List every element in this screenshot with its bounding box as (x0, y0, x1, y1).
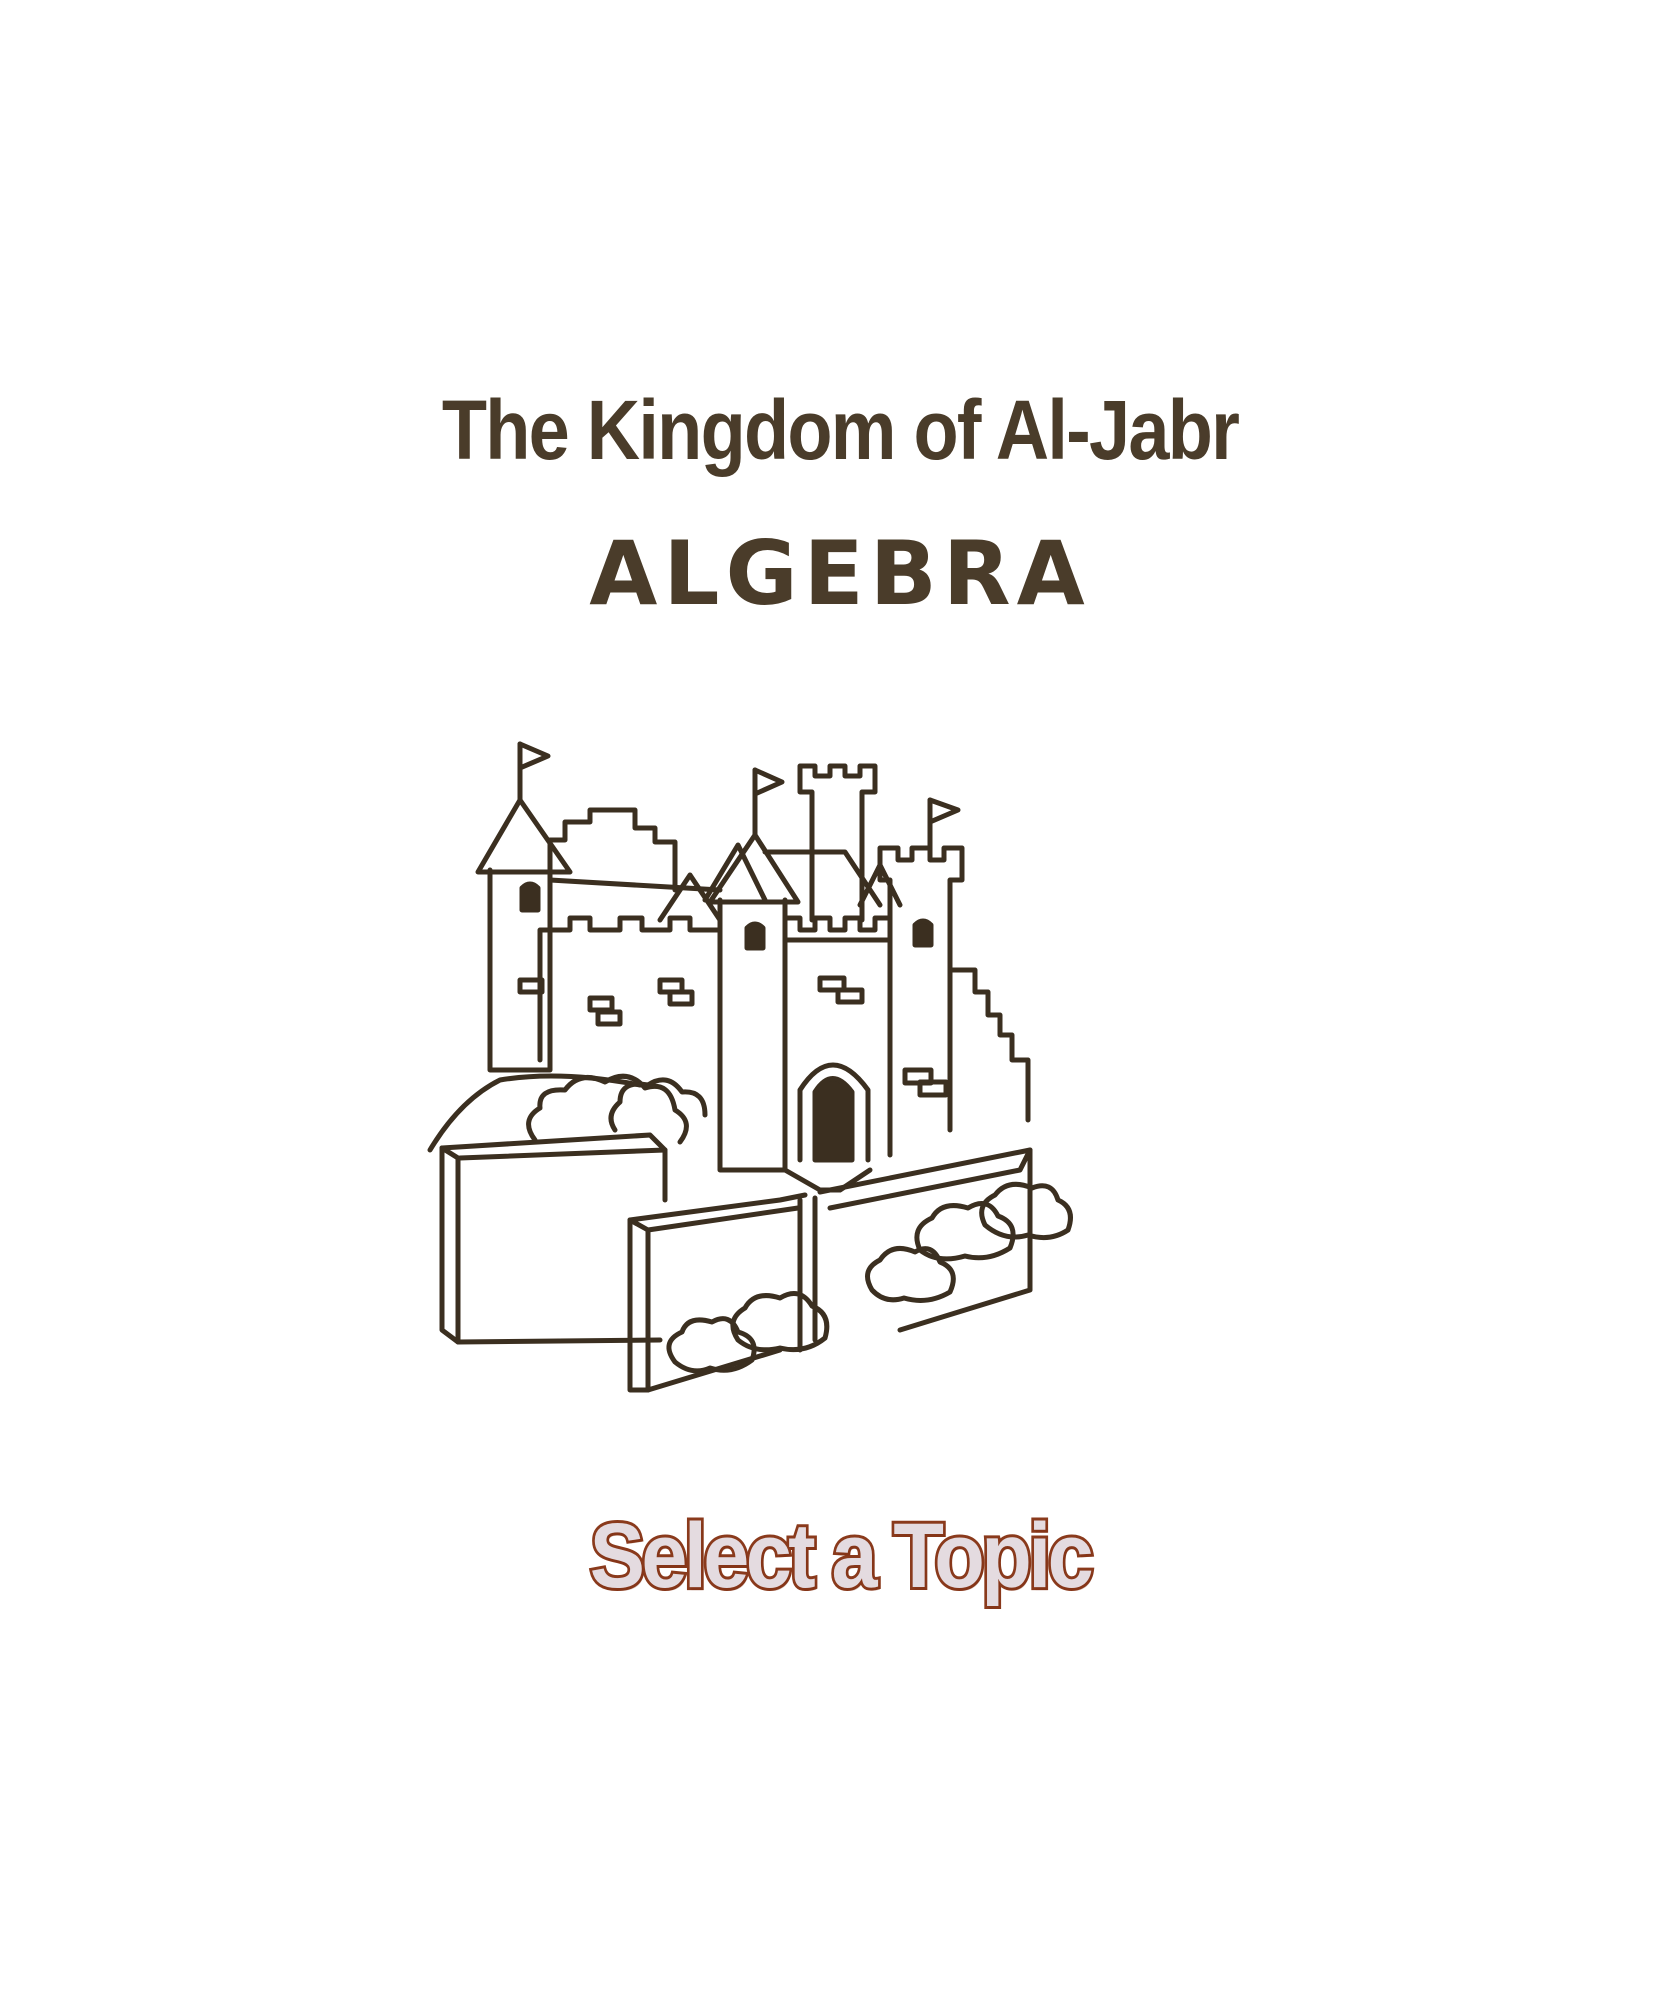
front-center-wall (630, 1220, 648, 1390)
keep-tower (800, 766, 875, 920)
gatehouse (785, 918, 890, 940)
bush-back-left (529, 1076, 687, 1142)
page-subtitle: ALGEBRA (589, 522, 1091, 625)
left-flag (520, 744, 548, 768)
left-wall (540, 918, 720, 1060)
castle-illustration (420, 730, 1260, 1430)
left-tower-roof (478, 800, 570, 872)
right-tower (880, 848, 962, 1155)
select-topic-button[interactable]: Select a Topic (589, 1505, 1091, 1607)
front-right-wall (820, 1150, 1030, 1330)
front-left-wall (442, 1148, 660, 1342)
cta-container (0, 1500, 1680, 1613)
page-title: The Kingdom of Al-Jabr (441, 383, 1239, 477)
